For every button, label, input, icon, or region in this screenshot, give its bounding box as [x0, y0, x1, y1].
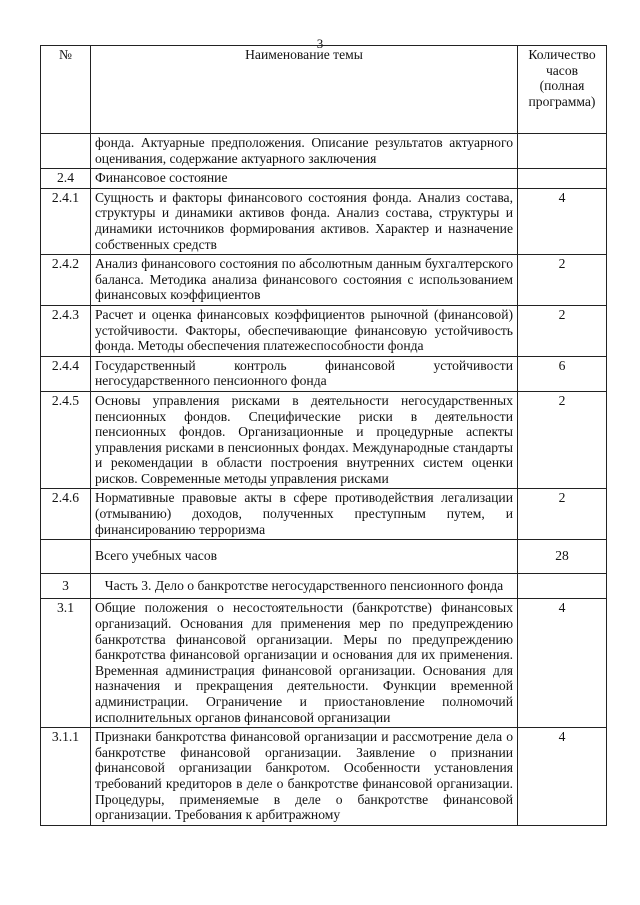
column-header-number: №: [41, 46, 91, 134]
total-label: Всего учебных часов: [91, 540, 518, 574]
row-hours: 6: [518, 356, 607, 391]
row-topic: Нормативные правовые акты в сфере противодействия легализации (отмыванию) доходов, полученных преступным путем, и финансированию терроризма: [91, 489, 518, 540]
table-row: [41, 391, 607, 489]
row-hours: 2: [518, 305, 607, 356]
row-number: 2.4.6: [41, 489, 91, 540]
row-topic: Государственный контроль финансовой устойчивости негосударственного пенсионного фонда: [91, 356, 518, 391]
table-header-row: [41, 46, 607, 134]
row-hours: 2: [518, 255, 607, 306]
part-heading-row: [41, 573, 607, 599]
column-header-hours: Количество часов (полная программа): [518, 46, 607, 134]
part-title: Часть 3. Дело о банкротстве негосударственного пенсионного фонда: [91, 573, 518, 599]
table-row: [41, 728, 607, 826]
row-hours: 4: [518, 188, 607, 254]
table-row: [41, 255, 607, 306]
row-hours: [518, 169, 607, 189]
row-number: 2.4.5: [41, 391, 91, 489]
row-number: 2.4.1: [41, 188, 91, 254]
part-hours: [518, 573, 607, 599]
row-number: 3.1: [41, 599, 91, 728]
row-hours: [518, 134, 607, 169]
row-hours: 2: [518, 391, 607, 489]
table-row: [41, 305, 607, 356]
row-topic: фонда. Актуарные предположения. Описание результатов актуарного оценивания, содержание актуарного заключения: [91, 134, 518, 169]
part-number: 3: [41, 573, 91, 599]
row-number: 2.4: [41, 169, 91, 189]
row-hours: 4: [518, 599, 607, 728]
table-row: [41, 134, 607, 169]
row-topic: Финансовое состояние: [91, 169, 518, 189]
row-number: 3.1.1: [41, 728, 91, 826]
row-number: 2.4.3: [41, 305, 91, 356]
total-number: [41, 540, 91, 574]
row-number: 2.4.4: [41, 356, 91, 391]
table-row: [41, 356, 607, 391]
row-hours: 4: [518, 728, 607, 826]
table-row: [41, 489, 607, 540]
syllabus-table: [40, 45, 607, 826]
row-hours: 2: [518, 489, 607, 540]
table-row: [41, 599, 607, 728]
total-hours: 28: [518, 540, 607, 574]
row-number: 2.4.2: [41, 255, 91, 306]
table-row: [41, 188, 607, 254]
table-row: [41, 169, 607, 189]
row-topic: Основы управления рисками в деятельности негосударственных пенсионных фондов. Специфические риски в деятельности пенсионных фондов. Организационные и процедурные аспекты управления рисками в пенсионных фондах. Международные стандарты и рекомендации в области построения внутренних систем оценки рисков. Современные методы управления рисками: [91, 391, 518, 489]
page-number: 3: [316, 36, 324, 51]
row-topic: Расчет и оценка финансовых коэффициентов рыночной (финансовой) устойчивости. Факторы, обеспечивающие финансовую устойчивость фонда. Методы обеспечения платежеспособности фонда: [91, 305, 518, 356]
row-number: [41, 134, 91, 169]
column-header-topic: Наименование темы: [91, 46, 518, 134]
total-row: [41, 540, 607, 574]
row-topic: Признаки банкротства финансовой организации и рассмотрение дела о банкротстве финансовой организации. Заявление о признании финансовой организации банкротом. Особенности установления требований кредиторов в деле о банкротстве финансовой организации. Процедуры, применяемые в деле о банкротстве финансовой организации. Требования к арбитражному: [91, 728, 518, 826]
row-topic: Сущность и факторы финансового состояния фонда. Анализ состава, структуры и динамики активов фонда. Анализ состава, структуры и динамики источников формирования активов. Характер и назначение собственных средств: [91, 188, 518, 254]
row-topic: Общие положения о несостоятельности (банкротстве) финансовых организаций. Основания для применения мер по предупреждению банкротства финансовой организации. Меры по предупреждению банкротства финансовой организации и основания для их применения. Временная администрация финансовой организации. Основания для назначения и прекращения деятельности. Функции временной администрации. Ограничение и приостановление полномочий исполнительных органов финансовой организации: [91, 599, 518, 728]
row-topic: Анализ финансового состояния по абсолютным данным бухгалтерского баланса. Методика анализа финансового состояния с использованием финансовых коэффициентов: [91, 255, 518, 306]
